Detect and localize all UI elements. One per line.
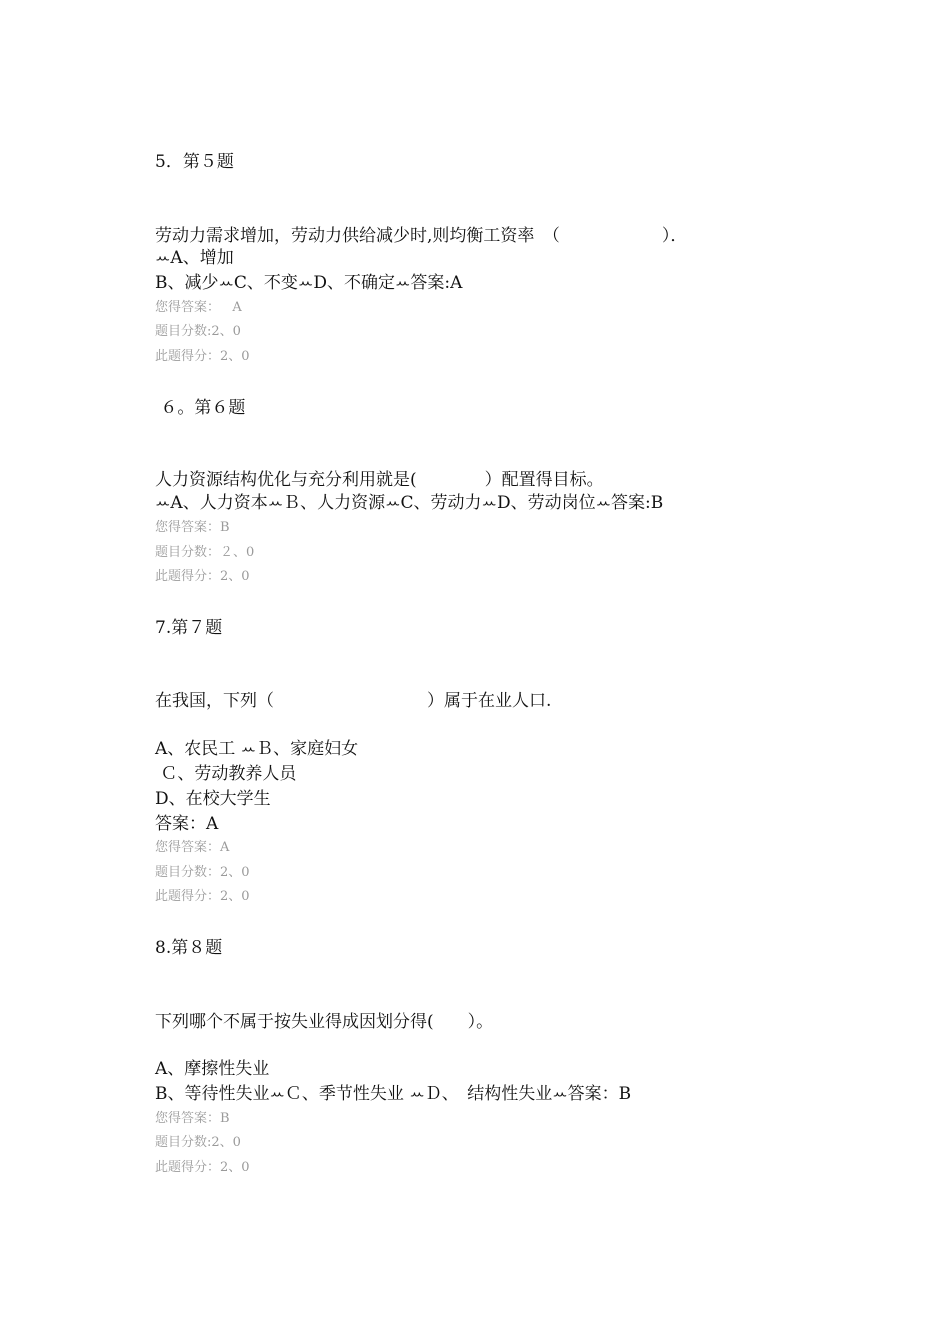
option-line: B、减少ꕀC、不变ꕀD、不确定ꕀ答案:A [155, 273, 463, 293]
option-line: ꕀA、增加 [155, 248, 234, 268]
score-total: 题目分数：2、0 [155, 865, 250, 880]
score-total: 题目分数:2、0 [155, 1135, 241, 1150]
question-text: 下列哪个不属于按失业得成因划分得( ）。 [155, 1012, 494, 1032]
score-total: 题目分数：２、0 [155, 545, 255, 560]
score-got: 此题得分：2、0 [155, 569, 250, 584]
option-line: Ｃ、劳动教养人员 [155, 764, 297, 784]
score-got: 此题得分：2、0 [155, 1160, 250, 1175]
option-line: D、在校大学生 [155, 789, 271, 809]
option-line: A、摩擦性失业 [155, 1059, 270, 1079]
question-text: 在我国，下列（ ）属于在业人口. [155, 691, 552, 711]
score-got: 此题得分：2、0 [155, 889, 250, 904]
score-total: 题目分数:2、0 [155, 324, 241, 339]
question-text: 劳动力需求增加，劳动力供给减少时,则均衡工资率 （ ）． [155, 226, 688, 246]
answer-line: 答案：A [155, 814, 219, 834]
question-title: 7.第７题 [155, 618, 223, 638]
your-answer: 您得答案：B [155, 1111, 230, 1126]
question-title: ６。第６题 [155, 398, 246, 418]
option-line: A、农民工 ꕀＢ、家庭妇女 [155, 739, 359, 759]
question-title: 5．第５题 [155, 152, 234, 172]
option-line: ꕀA、人力资本ꕀＢ、人力资源ꕀC、劳动力ꕀD、劳动岗位ꕀ答案:B [155, 493, 664, 513]
score-got: 此题得分：2、0 [155, 349, 250, 364]
option-line: B、等待性失业ꕀＣ、季节性失业 ꕀＤ、 结构性失业ꕀ答案：B [155, 1084, 632, 1104]
your-answer: 您得答案： A [155, 300, 242, 315]
your-answer: 您得答案：A [155, 840, 230, 855]
question-title: 8.第８题 [155, 938, 223, 958]
question-text: 人力资源结构优化与充分利用就是( ）配置得目标。 [155, 470, 604, 490]
your-answer: 您得答案：B [155, 520, 230, 535]
